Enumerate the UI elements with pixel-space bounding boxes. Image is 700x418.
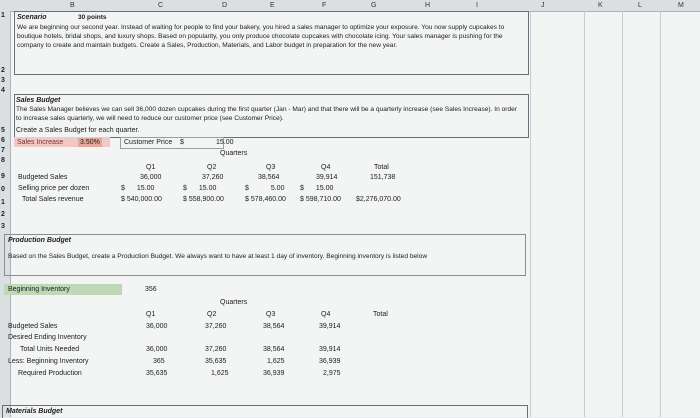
sales-cell[interactable]: $ 598,710.00: [300, 196, 341, 203]
sales-increase-value[interactable]: 3.50%: [80, 139, 100, 146]
sales-cell[interactable]: 39,914: [316, 174, 338, 181]
prod-cell[interactable]: 35,635: [146, 370, 168, 377]
prod-cell[interactable]: 37,260: [205, 346, 227, 353]
row-number[interactable]: 7: [1, 147, 5, 154]
row-number[interactable]: 3: [1, 77, 5, 84]
column-F[interactable]: F: [322, 2, 327, 9]
production-budget-description: Based on the Sales Budget, create a Production Budget. We always want to have at least 1 day of inventory. Beginning inventory is listed below: [8, 253, 428, 260]
column-E[interactable]: E: [270, 2, 275, 9]
prod-cell[interactable]: 37,260: [205, 323, 227, 330]
prod-col-total: Total: [373, 311, 388, 318]
production-quarters-label: Quarters: [220, 299, 248, 306]
prod-row-label: Budgeted Sales: [8, 323, 58, 330]
prod-row-label: Required Production: [18, 370, 82, 377]
prod-cell[interactable]: 1,625: [267, 358, 285, 365]
row-number[interactable]: 9: [1, 173, 5, 180]
row-number[interactable]: 8: [1, 157, 5, 164]
row-number[interactable]: 2: [1, 67, 5, 74]
prod-cell[interactable]: 36,939: [319, 358, 341, 365]
sales-budget-instruction: Create a Sales Budget for each quarter.: [16, 127, 140, 134]
sales-budget-title: Sales Budget: [16, 97, 61, 104]
sales-col-q1: Q1: [146, 164, 156, 171]
prod-row-label: Total Units Needed: [20, 346, 80, 353]
prod-cell[interactable]: 39,914: [319, 323, 341, 330]
prod-cell[interactable]: 36,000: [146, 346, 168, 353]
column-J[interactable]: J: [541, 2, 545, 9]
row-number[interactable]: 4: [1, 87, 5, 94]
row-number[interactable]: 1: [1, 12, 5, 19]
column-B[interactable]: B: [70, 2, 75, 9]
sales-cell[interactable]: 151,738: [370, 174, 396, 181]
column-M[interactable]: M: [678, 2, 684, 9]
sales-cell[interactable]: $ 5.00: [245, 185, 285, 192]
prod-cell[interactable]: 39,914: [319, 346, 341, 353]
sales-col-q3: Q3: [266, 164, 276, 171]
materials-budget-title: Materials Budget: [6, 408, 63, 415]
column-K[interactable]: K: [598, 2, 603, 9]
sales-cell[interactable]: $ 578,460.00: [245, 196, 286, 203]
row-number[interactable]: 2: [1, 211, 5, 218]
prod-cell[interactable]: 36,000: [146, 323, 168, 330]
prod-col-q2: Q2: [207, 311, 217, 318]
sales-row-label: Selling price per dozen: [18, 185, 90, 192]
sales-row-label: Budgeted Sales: [18, 174, 68, 181]
scenario-points: 30 points: [78, 14, 107, 21]
prod-cell[interactable]: 1,625: [211, 370, 229, 377]
sales-cell[interactable]: 36,000: [140, 174, 162, 181]
prod-row-label: Less: Beginning Inventory: [8, 358, 89, 365]
prod-col-q1: Q1: [146, 311, 156, 318]
column-L[interactable]: L: [638, 2, 642, 9]
prod-cell[interactable]: 36,939: [263, 370, 285, 377]
prod-row-label: Desired Ending Inventory: [8, 334, 87, 341]
scenario-text: We are beginning our second year. Instead of waiting for people to find your bakery, you hired a sales manager to optimize your exposure. You now supply cupcakes to boutique hotels, bridal shops, and luxury shops. Based on popularity, you only produce chocolate cupcakes with chocolate icing. Your sales manager is pushing for the company to create and maintain budgets. Create a Sales, Production, Materials, and Labor budget in preparation for the new year.: [17, 24, 505, 49]
sales-cell[interactable]: $ 15.00: [300, 185, 334, 192]
beginning-inventory-value[interactable]: 356: [145, 286, 157, 293]
prod-cell[interactable]: 38,564: [263, 323, 285, 330]
column-H[interactable]: H: [425, 2, 431, 9]
prod-cell[interactable]: 35,635: [205, 358, 227, 365]
sales-cell[interactable]: $ 15.00: [121, 185, 155, 192]
sales-col-q2: Q2: [207, 164, 217, 171]
beginning-inventory-label: Beginning Inventory: [8, 286, 70, 293]
prod-col-q3: Q3: [266, 311, 276, 318]
prod-cell[interactable]: 2,975: [323, 370, 341, 377]
materials-budget-box: [2, 405, 528, 418]
sales-increase-label: Sales Increase: [17, 139, 64, 146]
sales-col-total: Total: [374, 164, 389, 171]
column-G[interactable]: G: [371, 2, 377, 9]
production-budget-title: Production Budget: [8, 237, 71, 244]
customer-price-label: Customer Price: [124, 139, 173, 146]
prod-col-q4: Q4: [321, 311, 331, 318]
sales-row-label: Total Sales revenue: [22, 196, 84, 203]
customer-price-currency: $: [180, 139, 184, 146]
sales-cell[interactable]: $ 15.00: [183, 185, 217, 192]
sales-cell[interactable]: $2,276,070.00: [356, 196, 401, 203]
sales-col-q4: Q4: [321, 164, 331, 171]
sales-cell[interactable]: 38,564: [258, 174, 280, 181]
row-number[interactable]: 0: [1, 186, 5, 193]
prod-cell[interactable]: 38,564: [263, 346, 285, 353]
sales-budget-description: The Sales Manager believes we can sell 36,000 dozen cupcakes during the first quarter (Jan - Mar) and that there will be a quarterly increase (see Sales Increase). In order to increase sales quarterly, we will need to reduce our customer price (see Customer Price).: [16, 106, 518, 122]
scenario-title: Scenario: [17, 14, 47, 21]
prod-cell[interactable]: 365: [153, 358, 165, 365]
column-C[interactable]: C: [158, 2, 164, 9]
sales-quarters-label: Quarters: [220, 150, 248, 157]
column-D[interactable]: D: [222, 2, 228, 9]
column-I[interactable]: I: [476, 2, 478, 9]
row-number[interactable]: 5: [1, 127, 5, 134]
customer-price-value[interactable]: 15.00: [216, 139, 234, 146]
sales-cell[interactable]: $ 540,000.00: [121, 196, 162, 203]
row-number[interactable]: 6: [1, 137, 5, 144]
row-number[interactable]: 1: [1, 199, 5, 206]
sales-cell[interactable]: $ 558,900.00: [183, 196, 224, 203]
sales-cell[interactable]: 37,260: [202, 174, 224, 181]
row-number[interactable]: 3: [1, 223, 5, 230]
